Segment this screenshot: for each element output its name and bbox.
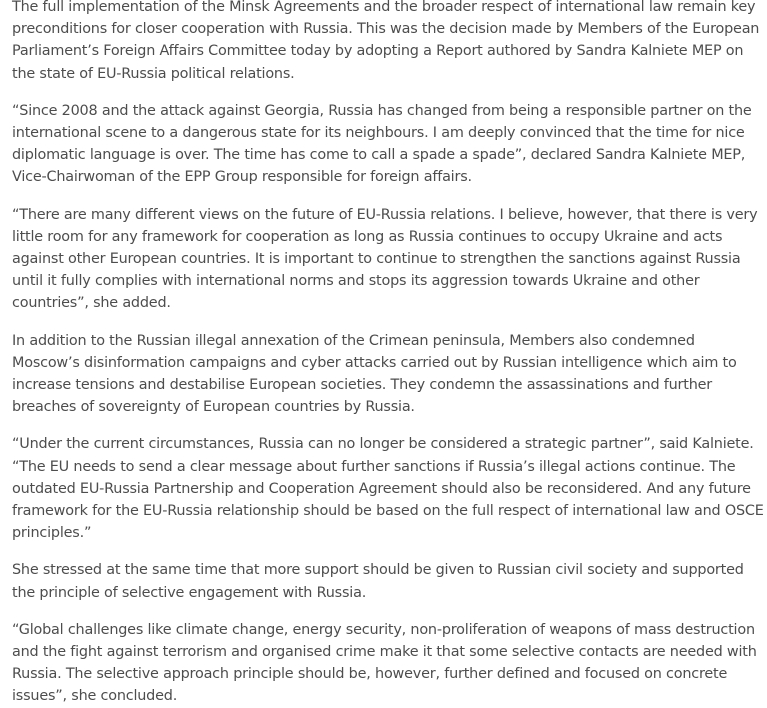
article-paragraph: “Since 2008 and the attack against Georgia, Russia has changed from being a responsible partner on the international scene to a dangerous state for its neighbours. I am deeply convinced that the time for nice diplomatic language is over. The time has come to call a spade a spade”, declared Sandra Kalniete MEP, Vice-Chairwoman of the EPP Group responsible for foreign affairs. <box>12 102 752 186</box>
article-paragraph: “Global challenges like climate change, energy security, non-proliferation of weapons of mass destruction and the fight against terrorism and organised crime make it that some selective contacts are needed with Russia. The selective approach principle should be, however, further defined and focused on concrete issues”, she concluded. <box>12 621 757 705</box>
article-paragraph: In addition to the Russian illegal annexation of the Crimean peninsula, Members also condemned Moscow’s disinformation campaigns and cyber attacks carried out by Russian intelligence which aim to increase tensions and destabilise European societies. They condemn the assassinations and further breaches of sovereignty of European countries by Russia. <box>12 332 737 416</box>
article-paragraph: The full implementation of the Minsk Agreements and the broader respect of international law remain key preconditions for closer cooperation with Russia. This was the decision made by Members of the European Parliament’s Foreign Affairs Committee today by adopting a Report authored by Sandra Kalniete MEP on the state of EU-Russia political relations. <box>12 0 760 82</box>
article-paragraph: She stressed at the same time that more support should be given to Russian civil society and supported the principle of selective engagement with Russia. <box>12 562 744 601</box>
article-paragraph: “There are many different views on the future of EU-Russia relations. I believe, however, that there is very little room for any framework for cooperation as long as Russia continues to occupy Ukraine and acts against other European countries. It is important to continue to strengthen the sanctions against Russia until it fully complies with international norms and stops its aggression towards Ukraine and other countries”, she added. <box>12 206 758 312</box>
article-paragraph: “Under the current circumstances, Russia can no longer be considered a strategic partner”, said Kalniete. “The EU needs to send a clear message about further sanctions if Russia’s illegal actions continue. The outdated EU-Russia Partnership and Cooperation Agreement should also be reconsidered. And any future framework for the EU-Russia relationship should be based on the full respect of international law and OSCE principles.” <box>12 436 764 542</box>
